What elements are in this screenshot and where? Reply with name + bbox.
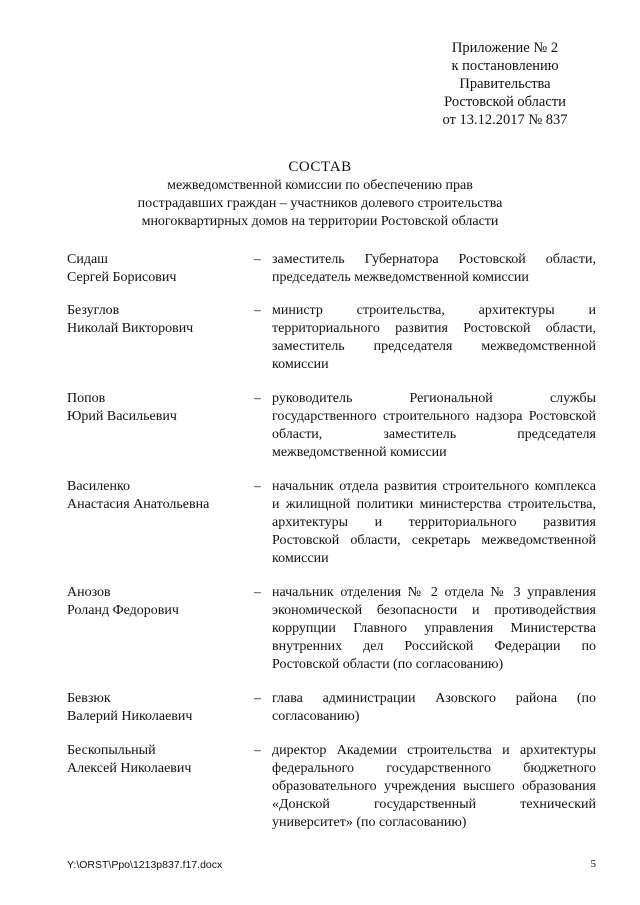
member-dash: – xyxy=(254,743,261,758)
annex-line: Правительства xyxy=(459,76,551,92)
page-number: 5 xyxy=(590,858,596,870)
member-given-name: Анастасия Анатольевна xyxy=(67,497,210,512)
member-surname: Василенко xyxy=(67,479,131,494)
member-dash: – xyxy=(254,691,261,706)
member-surname: Попов xyxy=(67,391,106,406)
member-dash: – xyxy=(254,252,261,267)
member-name xyxy=(67,302,257,338)
annex-line: Приложение № 2 xyxy=(451,40,559,56)
member-role: начальник отдела развития строительного комплекса и жилищной политики министерства строительства, архитектуры и территориального развития Ростовской области, секретарь межведомственной комиссии xyxy=(272,479,596,566)
document-title: СОСТАВ xyxy=(288,159,352,175)
member-surname: Бескопыльный xyxy=(67,743,156,758)
member-dash: – xyxy=(254,479,261,494)
member-dash: – xyxy=(254,303,261,318)
member-name xyxy=(67,251,257,287)
member-role: министр строительства, архитектуры и территориального развития Ростовской области, заместитель председателя межведомственной комиссии xyxy=(272,303,596,372)
member-given-name: Сергей Борисович xyxy=(67,270,177,285)
member-given-name: Валерий Николаевич xyxy=(67,709,193,724)
member-name xyxy=(67,742,257,778)
annex-line: к постановлению xyxy=(451,58,559,74)
member-name xyxy=(67,390,257,426)
member-surname: Сидаш xyxy=(67,252,108,267)
annex-line: от 13.12.2017 № 837 xyxy=(442,112,568,128)
member-name xyxy=(67,690,257,726)
document-subtitle: межведомственной комиссии по обеспечению прав xyxy=(167,178,473,193)
member-role: руководитель Региональной службы государственного строительного надзора Ростовской области, заместитель председателя межведомственной комиссии xyxy=(272,391,596,460)
member-name xyxy=(67,478,257,514)
member-given-name: Юрий Васильевич xyxy=(67,409,177,424)
document-title-block xyxy=(100,158,540,231)
annex-block xyxy=(400,39,610,129)
member-surname: Бевзюк xyxy=(67,691,111,706)
footer-file-path: Y:\ORST\Ppo\1213p837.f17.docx xyxy=(67,859,223,871)
member-given-name: Алексей Николаевич xyxy=(67,761,192,776)
member-role: глава администрации Азовского района (по согласованию) xyxy=(272,691,596,724)
member-given-name: Николай Викторович xyxy=(67,321,194,336)
member-surname: Безуглов xyxy=(67,303,120,318)
document-subtitle: пострадавших граждан – участников долевого строительства xyxy=(137,196,503,211)
member-role: заместитель Губернатора Ростовской области, председатель межведомственной комиссии xyxy=(272,252,596,285)
member-role: начальник отделения № 2 отдела № 3 управления экономической безопасности и противодействия коррупции Главного управления Министерства внутренних дел Российской Федерации по Ростовской области (по согласованию) xyxy=(272,585,596,672)
member-name xyxy=(67,584,257,620)
member-surname: Анозов xyxy=(67,585,111,600)
member-dash: – xyxy=(254,391,261,406)
document-subtitle: многоквартирных домов на территории Ростовской области xyxy=(141,214,499,229)
member-role: директор Академии строительства и архитектуры федерального государственного бюджетного образовательного учреждения высшего образования «Донской государственный технический университет» (по согласованию) xyxy=(272,743,596,830)
member-dash: – xyxy=(254,585,261,600)
member-given-name: Роланд Федорович xyxy=(67,603,179,618)
annex-line: Ростовской области xyxy=(444,94,566,110)
